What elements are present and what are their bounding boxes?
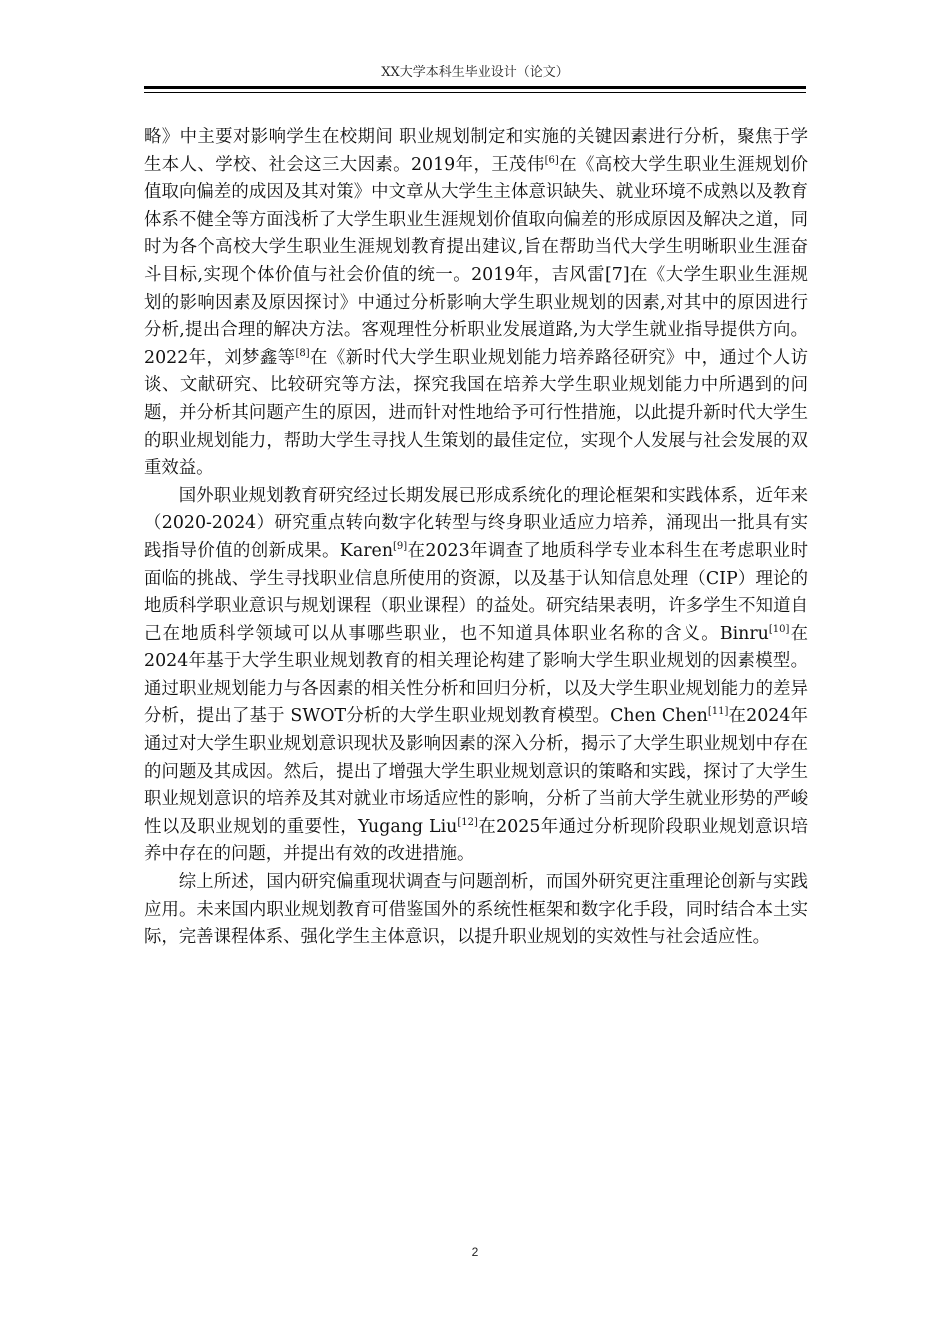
paragraph-text: 综上所述，国内研究偏重现状调查与问题剖析，而国外研究更注重理论创新与实践应用。未来国内职业规划教育可借鉴国外的系统性框架和数字化手段，同时结合本土实际，完善课程体系、强化学生主体意识，以提升职业规划的实效性与社会适应性。: [144, 872, 808, 948]
paragraph-text: 在2024年基于大学生职业规划教育的相关理论构建了影响大学生职业规划的因素模型。通过职业规划能力与各因素的相关性分析和回归分析，以及大学生职业规划能力的差异分析，提出了基于 SWOT分析的大学生职业规划教育模型。Chen Chen: [144, 623, 808, 727]
page-number: 2: [471, 1245, 479, 1259]
header-rule-thin: [144, 92, 806, 93]
paragraph-text: 在《高校大学生职业生涯规划价值取向偏差的成因及其对策》中文章从大学生主体意识缺失、就业环境不成熟以及教育体系不健全等方面浅析了大学生职业生涯规划价值取向偏差的形成原因及解决之道，同时为各个高校大学生职业生涯规划教育提出建议,旨在帮助当代大学生明晰职业生涯奋斗目标,实现个体价值与社会价值的统一。2019年，吉风雷[7]在《大学生职业生涯规划的影响因素及原因探讨》中通过分析影响大学生职业规划的因素,对其中的原因进行分析,提出合理的解决方法。客观理性分析职业发展道路,为大学生就业指导提供方向。2022年，刘梦鑫等: [144, 154, 808, 368]
page-header-title: XX大学本科生毕业设计（论文）: [381, 65, 569, 80]
citation-superscript: [8]: [295, 347, 310, 359]
header-rule-thick: [144, 86, 806, 89]
citation-superscript: [10]: [768, 623, 790, 635]
paragraph-text: 在《新时代大学生职业规划能力培养路径研究》中，通过个人访谈、文献研究、比较研究等方法，探究我国在培养大学生职业规划能力中所遇到的问题，并分析其问题产生的原因，进而针对性地给予可行性措施，以此提升新时代大学生的职业规划能力，帮助大学生寻找人生策划的最佳定位，实现个人发展与社会发展的双重效益。: [144, 347, 808, 479]
citation-superscript: [11]: [707, 706, 729, 718]
paragraph-text: 国外职业规划教育研究经过长期发展已形成系统化的理论框架和实践体系，近年来（2020-2024）研究重点转向数字化转型与终身职业适应力培养，涌现出一批具有实践指导价值的创新成果。Karen: [144, 485, 808, 561]
citation-superscript: [12]: [457, 816, 478, 828]
paragraph-text: 在2024年通过对大学生职业规划意识现状及影响因素的深入分析，揭示了大学生职业规划中存在的问题及其成因。然后，提出了增强大学生职业规划意识的策略和实践，探讨了大学生职业规划意识的培养及其对就业市场适应性的影响，分析了当前大学生就业形势的严峻性以及职业规划的重要性，Yugang Liu: [144, 706, 808, 837]
citation-superscript: [9]: [393, 540, 408, 552]
paragraph-text: 略》中主要对影响学生在校期间 职业规划制定和实施的关键因素进行分析，聚焦于学生本人、学校、社会这三大因素。2019年，王茂伟: [144, 127, 808, 175]
paragraph-1: [144, 124, 808, 483]
paragraph-3: [144, 869, 808, 952]
paragraph-text: 在2025年通过分析现阶段职业规划意识培养中存在的问题，并提出有效的改进措施。: [144, 816, 809, 865]
paragraph-2: [144, 483, 808, 869]
body-text: [144, 124, 808, 952]
citation-superscript: [6]: [544, 154, 559, 166]
paragraph-text: 在2023年调查了地质科学专业本科生在考虑职业时面临的挑战、学生寻找职业信息所使用的资源，以及基于认知信息处理（CIP）理论的地质科学职业意识与规划课程（职业课程）的益处。研究结果表明，许多学生不知道自己在地质科学领域可以从事哪些职业，也不知道具体职业名称的含义。Binru: [144, 540, 808, 644]
